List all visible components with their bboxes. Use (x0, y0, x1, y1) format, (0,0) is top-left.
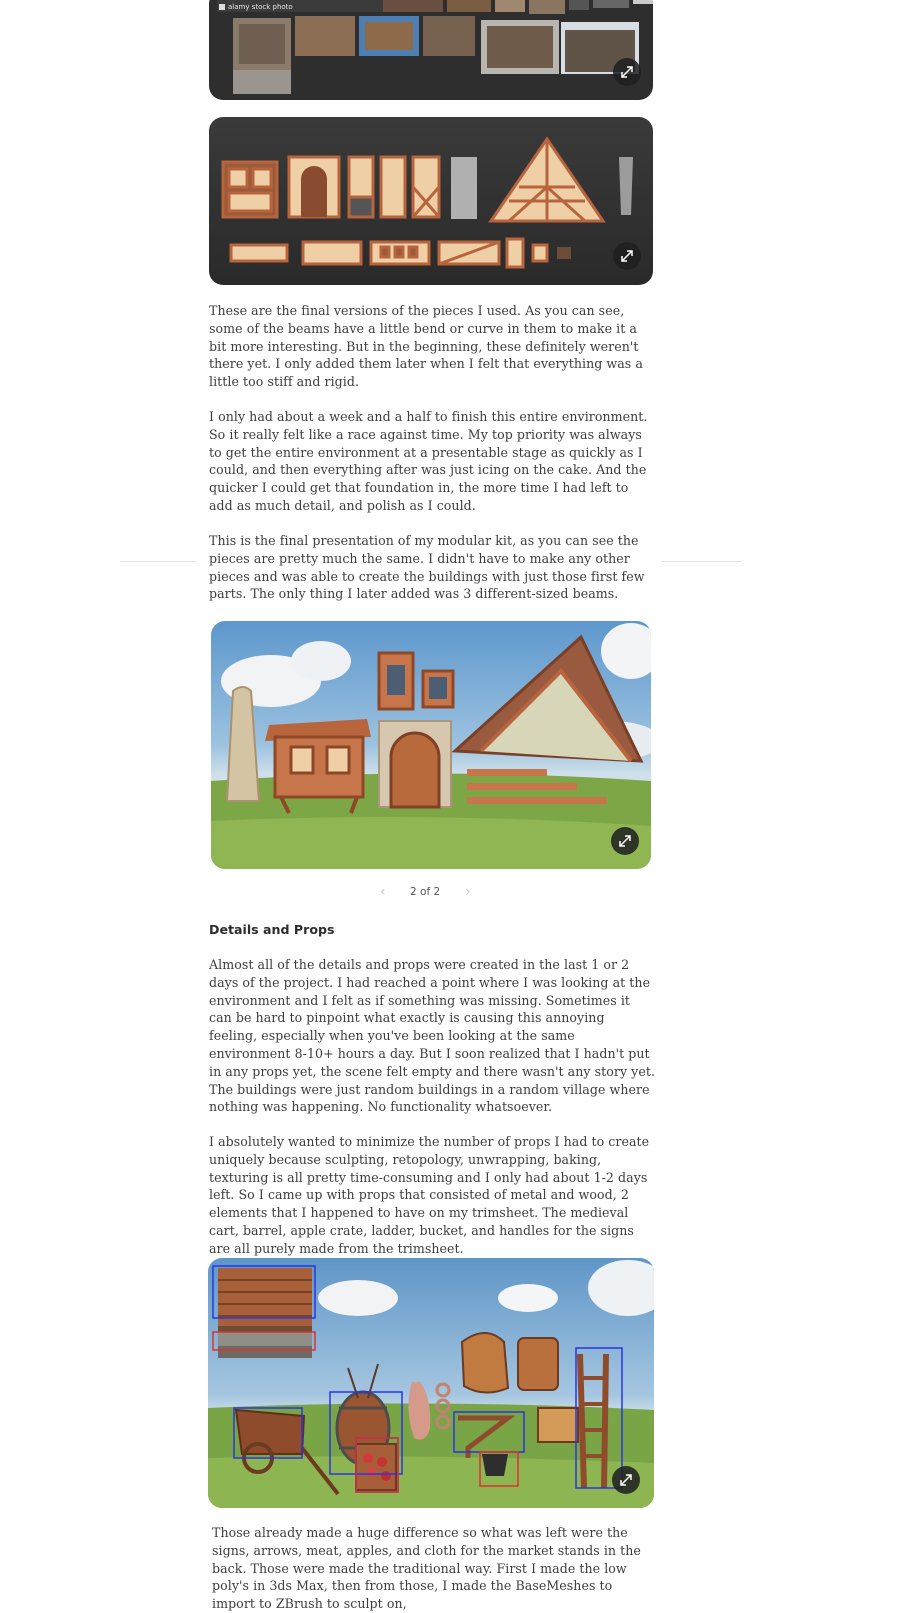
paragraph-minimize-props: I absolutely wanted to minimize the number of props I had to create uniquely because sculpting, retopology, unwrapping, baking, texturing is all pretty time-consuming and I only had about 1-2 days left. So I came up with props that consisted of metal and wood, 2 elements that I happened to have on my trimsheet. The medieval cart, barrel, apple crate, ladder, bucket, and handles for the signs are all purely made from the trimsheet. (209, 1134, 650, 1256)
chevron-left-icon[interactable]: ‹ (380, 884, 386, 900)
paragraph-signs-arrows: Those already made a huge difference so what was left were the signs, arrows, meat, apples, and cloth for the market stands in the back. Those were made the traditional way. First I made the low poly's in 3ds Max, then from those, I made the BaseMeshes to import to ZBrush to sculpt on, (212, 1525, 641, 1612)
gallery-pager (380, 884, 480, 902)
expand-image-button[interactable] (611, 827, 639, 855)
paragraph-details-props: Almost all of the details and props were created in the last 1 or 2 days of the project. I had reached a point where I was looking at the environment and I felt as if something was missing. Sometimes it can be hard to pinpoint what exactly is causing this annoying feeling, especially when you've been looking at the same environment 8-10+ hours a day. But I soon realized that I hadn't put in any props yet, the scene felt empty and there wasn't any story yet. The buildings were just random buildings in a random village where nothing was happening. No functionality whatsoever. (209, 957, 655, 1115)
expand-image-button[interactable] (613, 242, 641, 270)
props-scene (208, 1258, 654, 1508)
paragraph-final-pieces: These are the final versions of the pieces I used. As you can see, some of the beams have a little bend or curve in them to make it a bit more interesting. But in the beginning, these definitely weren't there yet. I only added them later when I felt that everything was a little too stiff and rigid. (209, 303, 643, 390)
expand-icon (620, 249, 634, 263)
props-breakdown-image[interactable] (208, 1258, 654, 1508)
watermark-logo-icon (219, 4, 225, 10)
chevron-right-icon[interactable]: › (465, 884, 471, 900)
modular-kit-presentation-image[interactable] (211, 621, 651, 869)
watermark-label: alamy stock photo (219, 3, 293, 11)
expand-image-button[interactable] (613, 58, 641, 86)
paragraph-modular-kit: This is the final presentation of my modular kit, as you can see the pieces are pretty much the same. I didn't have to make any other pieces and was able to create the buildings with just those first few parts. The only thing I later added was 3 different-sized beams. (209, 533, 645, 602)
modular-kit-scene (211, 621, 651, 869)
paragraph-time-constraint: I only had about a week and a half to finish this entire environment. So it really felt like a race against time. My top priority was always to get the entire environment at a presentable stage as quickly as I could, and then everything after was just icing on the cake. And the quicker I could get that foundation in, the more time I had left to add as much detail, and polish as I could. (209, 409, 648, 513)
modular-kit-pieces-image[interactable] (209, 117, 653, 285)
reference-photos-image[interactable] (209, 0, 653, 100)
right-divider (662, 561, 742, 562)
section-heading: Details and Props (209, 922, 335, 937)
gallery-counter: 2 of 2 (410, 886, 441, 898)
expand-icon (619, 1473, 633, 1487)
reference-photos-collage (209, 0, 653, 100)
expand-image-button[interactable] (612, 1466, 640, 1494)
expand-icon (618, 834, 632, 848)
modular-kit-pieces (209, 117, 653, 285)
expand-icon (620, 65, 634, 79)
left-divider (120, 561, 196, 562)
